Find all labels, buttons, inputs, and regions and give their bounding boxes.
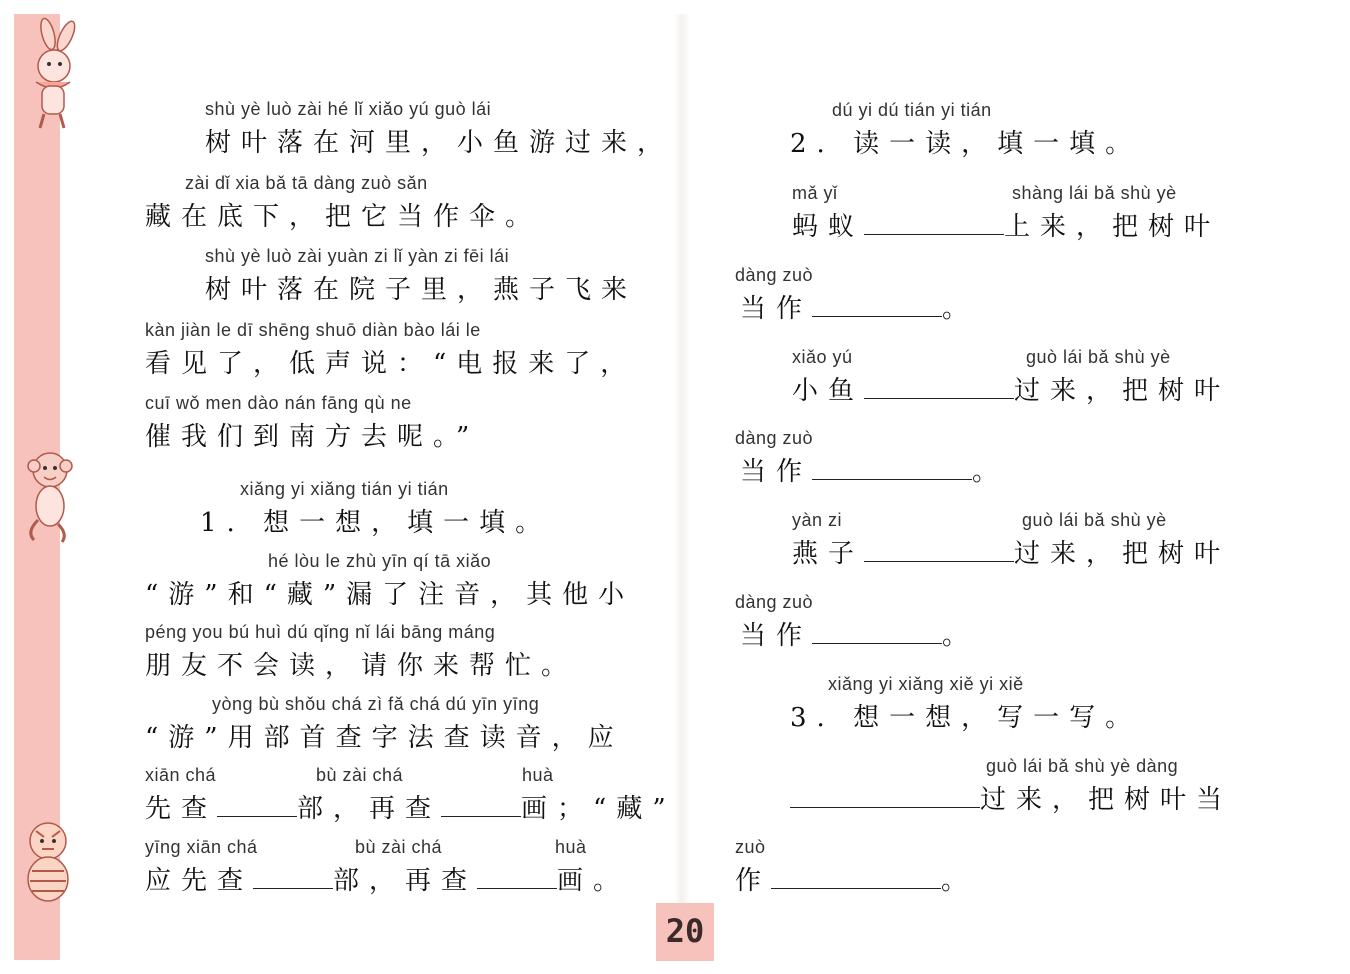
answer-blank[interactable] [812, 457, 972, 480]
rabbit-icon [14, 16, 84, 131]
pinyin-line: xiǎo yú [792, 347, 853, 367]
fill-text: 画。 [557, 866, 630, 896]
fill-line [790, 779, 1232, 816]
fill-text: 当作 [740, 457, 813, 487]
answer-blank[interactable] [790, 785, 980, 808]
page-number: 20 [665, 912, 705, 950]
question-2-title: 2. 读一读，填一填。 [790, 129, 1142, 159]
pinyin-line: guò lái bǎ shù yè [1026, 347, 1171, 367]
fill-line [792, 370, 1230, 407]
pinyin-line: kàn jiàn le dī shēng shuō diàn bào lái le [145, 320, 481, 340]
fill-text: 。 [942, 621, 979, 651]
fill-text: 过来，把树叶 [1014, 539, 1231, 569]
fill-line [740, 615, 978, 652]
answer-blank[interactable] [441, 794, 521, 817]
answer-blank[interactable] [771, 866, 941, 889]
pinyin-line: dàng zuò [735, 265, 814, 285]
pinyin-line: bù zài chá [316, 765, 404, 785]
poem-line: 藏在底下，把它当作伞。 [145, 202, 542, 232]
question-text: “游”和“藏”漏了注音，其他小 [145, 580, 635, 610]
fill-text: 过来，把树叶 [1014, 376, 1231, 406]
pinyin-line: guò lái bǎ shù yè dàng [986, 756, 1179, 776]
pinyin-line: bù zài chá [355, 837, 443, 857]
question-1-title: 1. 想一想，填一填。 [200, 508, 552, 538]
answer-blank[interactable] [864, 539, 1014, 562]
pinyin-line: xiān chá [145, 765, 217, 785]
fill-text: 部，再查 [333, 866, 478, 896]
fill-line [740, 451, 1008, 488]
pinyin-line: huà [522, 765, 554, 785]
question-text: 朋友不会读，请你来帮忙。 [145, 651, 578, 681]
pinyin-line: yīng xiān chá [145, 837, 258, 857]
question-pinyin: xiǎng yi xiǎng tián yi tián [240, 479, 449, 499]
tiger-icon [14, 815, 80, 905]
pinyin-line: shù yè luò zài hé lǐ xiǎo yú guò lái [205, 99, 492, 119]
fill-text: 。 [942, 294, 979, 324]
answer-blank[interactable] [812, 294, 942, 317]
fill-text: 过来，把树叶当 [980, 785, 1233, 815]
pinyin-line: hé lòu le zhù yīn qí tā xiǎo [268, 551, 492, 571]
answer-blank[interactable] [217, 794, 297, 817]
pinyin-line: yàn zi [792, 510, 843, 530]
fill-text: 应先查 [145, 866, 254, 896]
pinyin-line: mǎ yǐ [792, 183, 838, 203]
question-text: “游”用部首查字法查读音，应 [145, 723, 624, 753]
question-3-title: 3. 想一想，写一写。 [790, 703, 1142, 733]
poem-line: 看见了，低声说：“电报来了， [145, 349, 637, 379]
pinyin-line: zuò [735, 837, 766, 857]
pinyin-line: péng you bú huì dú qǐng nǐ lái bāng máng [145, 622, 496, 642]
pinyin-line: cuī wǒ men dào nán fāng qù ne [145, 393, 412, 413]
fill-text: 上来，把树叶 [1004, 212, 1221, 242]
answer-blank[interactable] [864, 376, 1014, 399]
fill-text: 先查 [145, 794, 218, 824]
fill-text: 燕子 [792, 539, 865, 569]
fill-text: 部，再查 [297, 794, 442, 824]
monkey-icon [14, 440, 80, 545]
fill-text: 。 [972, 457, 1009, 487]
pinyin-line: shàng lái bǎ shù yè [1012, 183, 1177, 203]
poem-line: 树叶落在院子里，燕子飞来 [205, 275, 638, 305]
fill-line [792, 206, 1220, 243]
fill-text: 画；“藏” [521, 794, 676, 824]
answer-blank[interactable] [477, 866, 557, 889]
fill-text: 。 [941, 866, 978, 896]
fill-line [792, 533, 1230, 570]
fill-text: 作 [735, 866, 772, 896]
pinyin-line: dàng zuò [735, 428, 814, 448]
fill-line [145, 788, 676, 825]
fill-text: 当作 [740, 294, 813, 324]
pinyin-line: guò lái bǎ shù yè [1022, 510, 1167, 530]
fill-line [735, 860, 977, 897]
center-fold [674, 14, 690, 960]
poem-line: 树叶落在河里，小鱼游过来， [205, 128, 674, 158]
pinyin-line: yòng bù shǒu chá zì fǎ chá dú yīn yīng [212, 694, 540, 714]
answer-blank[interactable] [864, 212, 1004, 235]
fill-text: 小鱼 [792, 376, 865, 406]
answer-blank[interactable] [812, 621, 942, 644]
pinyin-line: zài dǐ xia bǎ tā dàng zuò sǎn [185, 173, 428, 193]
pinyin-line: huà [555, 837, 587, 857]
fill-text: 蚂蚁 [792, 212, 865, 242]
pinyin-line: shù yè luò zài yuàn zi lǐ yàn zi fēi lái [205, 246, 510, 266]
answer-blank[interactable] [253, 866, 333, 889]
fill-text: 当作 [740, 621, 813, 651]
poem-line: 催我们到南方去呢。” [145, 422, 480, 452]
pinyin-line: dàng zuò [735, 592, 814, 612]
fill-line [145, 860, 629, 897]
question-pinyin: dú yi dú tián yi tián [832, 100, 992, 120]
question-pinyin: xiǎng yi xiǎng xiě yi xiě [828, 674, 1024, 694]
fill-line [740, 288, 978, 325]
